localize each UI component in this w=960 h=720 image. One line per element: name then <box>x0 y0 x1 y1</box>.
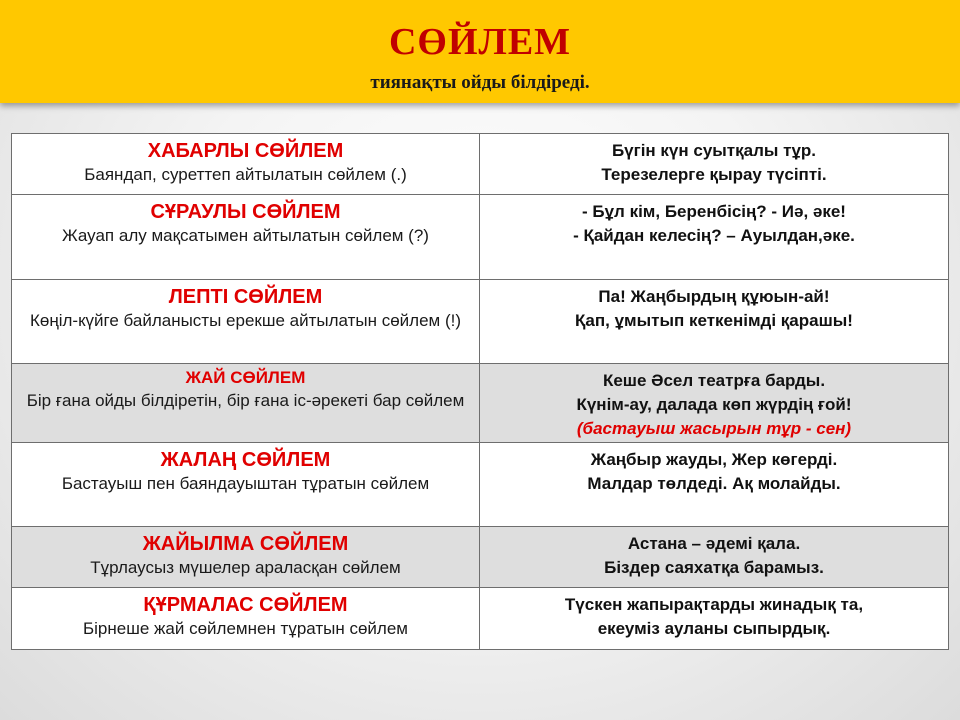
type-cell <box>12 280 480 364</box>
type-description: Көңіл-күйге байланысты ерекше айтылатын сөйлем (!) <box>29 311 462 330</box>
type-name: ЖАЙЫЛМА СӨЙЛЕМ <box>142 533 349 555</box>
example-line: Терезелерге қырау түсіпті. <box>601 165 827 184</box>
type-cell <box>12 443 480 527</box>
example-cell <box>480 364 949 443</box>
sentence-types-table <box>11 133 949 650</box>
type-name: СҰРАУЛЫ СӨЙЛЕМ <box>150 201 341 223</box>
example-line: Астана – әдемі қала. <box>627 534 801 553</box>
type-cell <box>12 588 480 650</box>
example-cell <box>480 195 949 280</box>
example-line: Бүгін күн суытқалы тұр. <box>611 141 817 160</box>
type-description: Бірнеше жай сөйлемнен тұратын сөйлем <box>82 619 408 638</box>
example-line: - Бұл кім, Беренбісің? - Иә, әке! <box>582 202 846 221</box>
table-row <box>12 134 949 195</box>
example-line: Па! Жаңбырдың құюын-ай! <box>598 287 830 306</box>
example-line: Біздер саяхатқа барамыз. <box>604 558 824 577</box>
type-cell <box>12 195 480 280</box>
example-cell <box>480 588 949 650</box>
title-banner <box>0 0 960 103</box>
example-line: Күнім-ау, далада көп жүрдің ғой! <box>576 395 852 414</box>
example-line: Кеше Әсел театрға барды. <box>602 371 826 390</box>
example-line: Түскен жапырақтарды жинадық та, <box>564 595 864 614</box>
example-line: - Қайдан келесің? – Ауылдан,әке. <box>573 226 855 245</box>
type-name: ХАБАРЛЫ СӨЙЛЕМ <box>147 140 344 162</box>
type-name: ЖАЛАҢ СӨЙЛЕМ <box>160 449 331 471</box>
example-line: Малдар төлдеді. Ақ молайды. <box>587 474 841 493</box>
example-line: Қап, ұмытып кеткенімді қарашы! <box>575 311 853 330</box>
type-description: Бастауыш пен баяндауыштан тұратын сөйлем <box>61 474 430 493</box>
type-description: Баяндап, суреттеп айтылатын сөйлем (.) <box>84 165 407 184</box>
table-row <box>12 364 949 443</box>
type-description: Жауап алу мақсатымен айтылатын сөйлем (?) <box>62 226 429 245</box>
example-line: Жаңбыр жауды, Жер көгерді. <box>590 450 838 469</box>
type-name: ҚҰРМАЛАС СӨЙЛЕМ <box>143 594 348 616</box>
page-subtitle: тиянақты ойды білдіреді. <box>370 72 590 93</box>
example-cell <box>480 527 949 588</box>
example-cell <box>480 443 949 527</box>
table-row <box>12 443 949 527</box>
type-cell <box>12 364 480 443</box>
page-title: СӨЙЛЕМ <box>388 21 572 63</box>
type-name: ЛЕПТІ СӨЙЛЕМ <box>168 286 323 308</box>
table-row <box>12 527 949 588</box>
table-row <box>12 280 949 364</box>
table-row <box>12 195 949 280</box>
example-line: екеуміз ауланы сыпырдық. <box>597 619 831 638</box>
type-cell <box>12 527 480 588</box>
type-description: Тұрлаусыз мүшелер араласқан сөйлем <box>90 558 401 577</box>
type-name: ЖАЙ СӨЙЛЕМ <box>185 368 306 387</box>
type-description: Бір ғана ойды білдіретін, бір ғана іс-әрекеті бар сөйлем <box>26 391 465 410</box>
table-row <box>12 588 949 650</box>
example-cell <box>480 134 949 195</box>
example-cell <box>480 280 949 364</box>
example-note: (бастауыш жасырын тұр - сен) <box>576 419 852 438</box>
type-cell <box>12 134 480 195</box>
